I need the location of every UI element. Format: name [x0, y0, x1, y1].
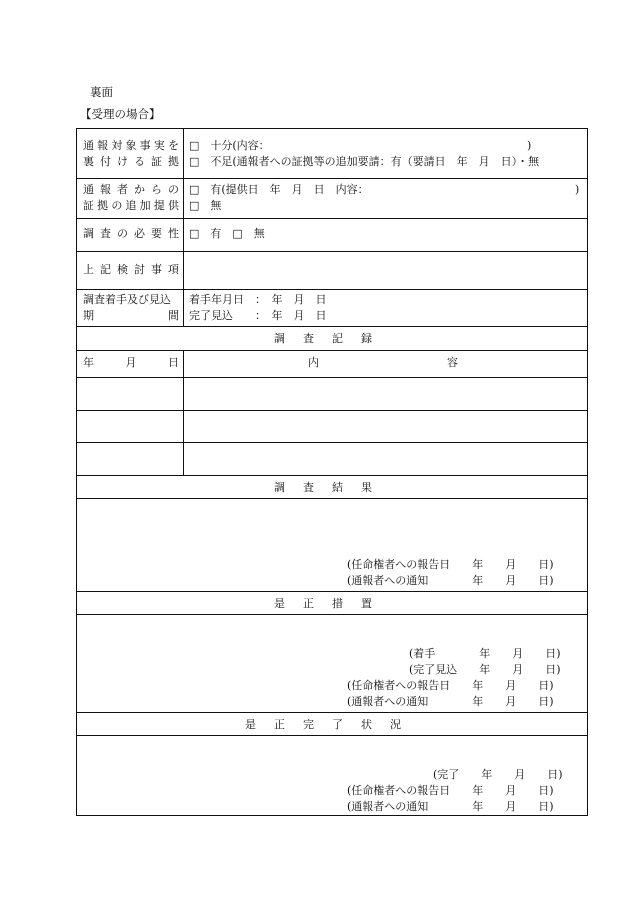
label-char: ら — [151, 183, 162, 196]
date-column-header — [83, 355, 179, 371]
label-char: 検 — [117, 263, 128, 276]
content-column-header — [308, 355, 458, 371]
result-report-date: (任命権者への報告日 年 月 日) — [347, 558, 554, 571]
label-char: の — [117, 227, 128, 240]
label-char: 項 — [168, 263, 179, 276]
label-char: 期 — [83, 309, 94, 322]
review-items-label — [83, 262, 179, 278]
evidence-sufficient-option[interactable]: □ 十分(内容： — [189, 139, 270, 152]
case-heading: 【受理の場合】 — [80, 107, 161, 121]
correction-body[interactable] — [77, 614, 587, 713]
label-char: 通 — [83, 139, 94, 152]
label-char: か — [134, 183, 145, 196]
label-char: 記 — [100, 263, 111, 276]
necessity-label — [83, 226, 179, 242]
evidence-row: 通 報 対 象 事 実 を 裏 付 け る 証 拠 □ 十分(内容： ) □ 不足(通報者への証拠等の追加要請：有（要請日 年 月 日）・無 — [77, 129, 587, 179]
investigation-necessity-row — [77, 218, 587, 252]
correction-title-row — [77, 591, 587, 615]
completion-body[interactable] — [77, 735, 587, 815]
label-char: 証 — [83, 199, 94, 212]
evidence-label — [83, 138, 179, 170]
label-char: 対 — [111, 139, 123, 152]
completion-report-date: (任命権者への報告日 年 月 日) — [347, 784, 554, 797]
correction-start-date: (着手 年 月 日) — [409, 647, 561, 660]
label-char: の — [111, 199, 123, 212]
record-entry-row-3[interactable] — [77, 442, 587, 476]
correction-report-date: (任命権者への報告日 年 月 日) — [347, 679, 554, 692]
label-char: 通 — [83, 183, 94, 196]
label-char: 容 — [447, 356, 458, 369]
label-char: 者 — [117, 183, 128, 196]
report-form-table — [76, 128, 588, 816]
correction-title: 是正措置 — [274, 597, 390, 610]
result-body[interactable] — [77, 498, 587, 592]
evidence-insufficient-option[interactable]: □ 不足(通報者への証拠等の追加要請：有（要請日 年 月 日）・無 — [189, 155, 540, 168]
completion-title-row — [77, 712, 587, 736]
additional-evidence-yes-option[interactable]: □ 有(提供日 年 月 日 内容： — [189, 183, 369, 196]
evidence-label-line2 — [83, 154, 179, 170]
schedule-row — [77, 289, 587, 327]
record-header-row — [77, 350, 587, 378]
schedule-label-line2 — [83, 308, 179, 324]
label-char: 拠 — [168, 155, 179, 168]
label-char: る — [134, 155, 145, 168]
necessity-options[interactable]: □ 有 □ 無 — [189, 227, 265, 240]
label-char: 提 — [153, 199, 165, 212]
completion-title: 是正完了状況 — [245, 718, 419, 731]
completion-date: (完了 年 月 日) — [433, 768, 563, 781]
label-char: 年 — [83, 356, 94, 369]
result-title: 調査結果 — [274, 481, 390, 494]
label-char: 裏 — [83, 155, 94, 168]
label-char: 日 — [168, 356, 179, 369]
label-char: 拠 — [97, 199, 109, 212]
label-char: 月 — [125, 356, 137, 369]
result-notice-date: (通報者への通知 年 月 日) — [347, 574, 554, 587]
record-title-row — [77, 326, 587, 351]
completion-estimate-field[interactable]: 完了見込 ： 年 月 日 — [189, 309, 327, 322]
label-char: 討 — [134, 263, 145, 276]
label-char: を — [167, 139, 179, 152]
label-char: 調 — [83, 227, 94, 240]
label-char: 象 — [125, 139, 137, 152]
label-char: 付 — [100, 155, 111, 168]
label-char: 加 — [139, 199, 151, 212]
additional-evidence-label — [83, 182, 179, 214]
additional-evidence-no-option[interactable]: □ 無 — [189, 199, 222, 212]
label-char: 事 — [151, 263, 162, 276]
page-side-label: 裏面 — [90, 85, 113, 99]
label-char: 報 — [97, 139, 109, 152]
label-char: 間 — [168, 309, 179, 322]
review-items-row — [77, 251, 587, 290]
label-char: 事 — [139, 139, 151, 152]
correction-notice-date: (通報者への通知 年 月 日) — [347, 695, 554, 708]
schedule-label-line1: 調査着手及び見込 — [83, 293, 171, 306]
correction-estimate-date: (完了見込 年 月 日) — [409, 663, 561, 676]
label-char: 要 — [151, 227, 162, 240]
additional-evidence-row: 通 報 者 か ら の 証 拠 の 追 加 提 供 □ 有(提供日 年 月 日 内容： ) □ 無 — [77, 178, 587, 219]
label-char: 上 — [83, 263, 94, 276]
label-char: 報 — [100, 183, 111, 196]
label-char: 追 — [125, 199, 137, 212]
label-char: 性 — [168, 227, 179, 240]
evidence-label-line1 — [83, 138, 179, 154]
label-char: の — [168, 183, 179, 196]
label-char: け — [117, 155, 128, 168]
record-entry-row-2[interactable] — [77, 410, 587, 443]
label-char: 内 — [308, 356, 319, 369]
label-char: 供 — [167, 199, 179, 212]
label-char: 査 — [100, 227, 111, 240]
label-char: 証 — [151, 155, 162, 168]
record-title: 調査記録 — [274, 332, 390, 345]
label-char: 必 — [134, 227, 145, 240]
label-char: 実 — [153, 139, 165, 152]
record-entry-row-1[interactable] — [77, 377, 587, 411]
completion-notice-date: (通報者への通知 年 月 日) — [347, 800, 554, 813]
result-title-row — [77, 475, 587, 499]
start-date-field[interactable]: 着手年月日 ： 年 月 日 — [189, 293, 327, 306]
